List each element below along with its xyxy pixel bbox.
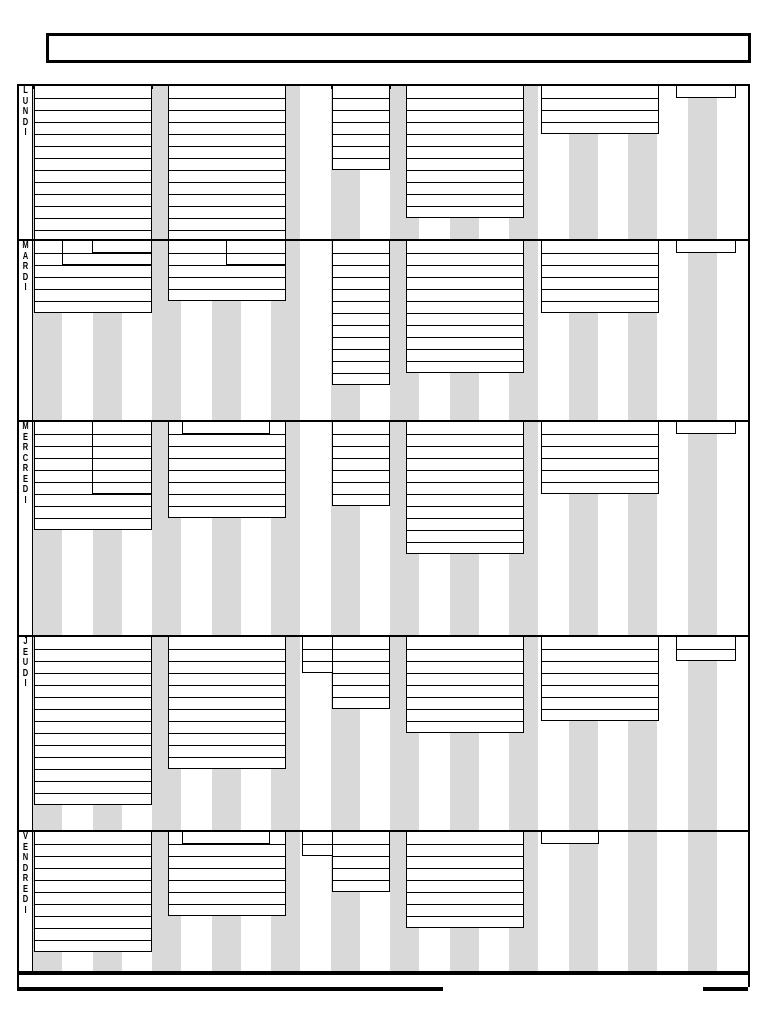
day-letter: C [22, 452, 29, 464]
schedule-slot[interactable] [406, 482, 524, 494]
schedule-slot[interactable] [34, 856, 152, 868]
day-band [19, 420, 748, 637]
day-letter: I [24, 678, 27, 689]
day-letter: E [22, 883, 28, 895]
schedule-slot[interactable] [92, 470, 152, 482]
schedule-slot[interactable] [541, 470, 659, 482]
schedule-slot[interactable] [34, 880, 152, 892]
schedule-slot[interactable] [541, 709, 659, 721]
schedule-slot[interactable] [332, 673, 390, 685]
schedule-slot[interactable] [406, 904, 524, 916]
day-letter: E [22, 473, 28, 485]
schedule-slot[interactable] [406, 649, 524, 661]
slot-column [34, 637, 152, 805]
schedule-slot[interactable] [406, 709, 524, 721]
schedule-slot[interactable] [34, 904, 152, 916]
schedule-slot[interactable] [406, 361, 524, 373]
schedule-slot[interactable] [34, 518, 152, 530]
schedule-slot[interactable] [541, 482, 659, 494]
day-letter: U [22, 95, 29, 107]
slot-column [541, 422, 659, 494]
schedule-slot[interactable] [406, 518, 524, 530]
schedule-slot[interactable] [406, 673, 524, 685]
schedule-slot[interactable] [34, 98, 152, 110]
day-letter: D [22, 667, 29, 679]
slot-column [676, 86, 736, 98]
schedule-slot[interactable] [34, 194, 152, 206]
schedule-slot[interactable] [34, 832, 152, 844]
schedule-slot[interactable] [406, 494, 524, 506]
day-letter: M [22, 421, 29, 432]
schedule-slot[interactable] [168, 110, 286, 122]
schedule-slot[interactable] [92, 446, 152, 458]
schedule-slot[interactable] [168, 506, 286, 518]
day-letter: U [22, 657, 29, 668]
schedule-slot[interactable] [332, 361, 390, 373]
schedule-slot[interactable] [332, 325, 390, 337]
schedule-slot[interactable] [406, 170, 524, 182]
day-letter: D [22, 116, 29, 128]
schedule-slot[interactable] [168, 86, 286, 98]
schedule-slot[interactable] [168, 721, 286, 733]
schedule-slot[interactable] [182, 422, 270, 434]
schedule-slot[interactable] [168, 904, 286, 916]
schedule-slot[interactable] [332, 434, 390, 446]
slot-column [676, 422, 736, 434]
footer-line-right [703, 987, 748, 991]
schedule-slot[interactable] [406, 194, 524, 206]
slot-column [182, 422, 270, 434]
schedule-slot[interactable] [541, 86, 659, 98]
schedule-slot[interactable] [168, 709, 286, 721]
schedule-slot[interactable] [406, 721, 524, 733]
day-band [19, 86, 748, 239]
schedule-slot[interactable] [406, 241, 524, 253]
schedule-slot[interactable] [332, 649, 390, 661]
day-band [19, 830, 748, 975]
schedule-slot[interactable] [406, 470, 524, 482]
schedule-slot[interactable] [168, 434, 286, 446]
schedule-slot[interactable] [34, 781, 152, 793]
footer-box [17, 974, 750, 987]
schedule-slot[interactable] [541, 422, 659, 434]
schedule-slot[interactable] [34, 661, 152, 673]
schedule-slot[interactable] [406, 313, 524, 325]
schedule-slot[interactable] [406, 110, 524, 122]
schedule-slot[interactable] [406, 434, 524, 446]
schedule-slot[interactable] [34, 506, 152, 518]
schedule-slot[interactable] [406, 277, 524, 289]
schedule-slot[interactable] [34, 757, 152, 769]
schedule-slot[interactable] [406, 844, 524, 856]
slot-column [182, 832, 270, 844]
schedule-slot[interactable] [406, 661, 524, 673]
schedule-slot[interactable] [168, 892, 286, 904]
schedule-slot[interactable] [34, 685, 152, 697]
schedule-slot[interactable] [541, 301, 659, 313]
day-label [19, 86, 33, 239]
schedule-slot[interactable] [332, 637, 390, 649]
schedule-slot[interactable] [332, 337, 390, 349]
schedule-slot[interactable] [182, 832, 270, 844]
schedule-slot[interactable] [332, 265, 390, 277]
schedule-slot[interactable] [168, 757, 286, 769]
weekly-schedule-grid [17, 84, 750, 975]
schedule-slot[interactable] [541, 122, 659, 134]
schedule-slot[interactable] [332, 373, 390, 385]
slot-column [92, 422, 152, 494]
day-band [19, 239, 748, 422]
schedule-slot[interactable] [92, 458, 152, 470]
day-letter: R [22, 261, 29, 272]
slot-column [406, 241, 524, 373]
day-letter: J [23, 636, 28, 647]
schedule-slot[interactable] [226, 241, 286, 253]
schedule-slot[interactable] [34, 709, 152, 721]
day-letter: I [24, 127, 27, 138]
schedule-slot[interactable] [406, 146, 524, 158]
schedule-slot[interactable] [168, 880, 286, 892]
slot-column [541, 637, 659, 721]
day-letter: R [22, 873, 29, 884]
schedule-slot[interactable] [168, 182, 286, 194]
schedule-slot[interactable] [406, 916, 524, 928]
schedule-slot[interactable] [406, 422, 524, 434]
schedule-slot[interactable] [332, 146, 390, 158]
schedule-slot[interactable] [676, 241, 736, 253]
schedule-slot[interactable] [34, 301, 152, 313]
slot-column [406, 86, 524, 218]
schedule-slot[interactable] [406, 134, 524, 146]
schedule-slot[interactable] [406, 542, 524, 554]
schedule-slot[interactable] [541, 685, 659, 697]
schedule-slot[interactable] [168, 844, 286, 856]
day-letter: M [22, 240, 29, 251]
day-letter: N [22, 852, 29, 863]
slot-column [541, 241, 659, 313]
schedule-slot[interactable] [34, 940, 152, 952]
schedule-slot[interactable] [332, 122, 390, 134]
schedule-slot[interactable] [34, 158, 152, 170]
slot-column [541, 832, 599, 844]
schedule-slot[interactable] [406, 868, 524, 880]
schedule-slot[interactable] [168, 170, 286, 182]
schedule-slot[interactable] [34, 134, 152, 146]
day-letter: N [22, 106, 29, 117]
schedule-slot[interactable] [332, 241, 390, 253]
schedule-slot[interactable] [406, 892, 524, 904]
schedule-slot[interactable] [34, 697, 152, 709]
schedule-slot[interactable] [168, 206, 286, 218]
schedule-slot[interactable] [676, 86, 736, 98]
schedule-slot[interactable] [406, 98, 524, 110]
schedule-slot[interactable] [541, 637, 659, 649]
schedule-slot[interactable] [406, 880, 524, 892]
schedule-slot[interactable] [406, 122, 524, 134]
schedule-slot[interactable] [541, 697, 659, 709]
slot-column [332, 241, 390, 385]
day-band [19, 635, 748, 832]
schedule-slot[interactable] [332, 832, 390, 844]
schedule-slot[interactable] [406, 325, 524, 337]
day-label [19, 422, 33, 637]
schedule-slot[interactable] [332, 158, 390, 170]
schedule-slot[interactable] [406, 253, 524, 265]
schedule-slot[interactable] [62, 253, 152, 265]
schedule-slot[interactable] [676, 649, 736, 661]
schedule-slot[interactable] [406, 697, 524, 709]
schedule-slot[interactable] [332, 458, 390, 470]
schedule-slot[interactable] [34, 868, 152, 880]
schedule-slot[interactable] [541, 673, 659, 685]
schedule-slot[interactable] [406, 349, 524, 361]
schedule-slot[interactable] [92, 434, 152, 446]
schedule-slot[interactable] [541, 661, 659, 673]
schedule-slot[interactable] [34, 122, 152, 134]
schedule-slot[interactable] [34, 265, 152, 277]
schedule-slot[interactable] [168, 697, 286, 709]
schedule-slot[interactable] [332, 697, 390, 709]
day-letter: I [24, 494, 27, 506]
schedule-slot[interactable] [34, 86, 152, 98]
schedule-slot[interactable] [406, 856, 524, 868]
schedule-slot[interactable] [332, 868, 390, 880]
slot-column [34, 832, 152, 952]
schedule-slot[interactable] [34, 170, 152, 182]
schedule-slot[interactable] [332, 86, 390, 98]
day-letter: A [22, 250, 29, 262]
schedule-slot[interactable] [332, 685, 390, 697]
day-letter: R [22, 463, 29, 474]
schedule-slot[interactable] [406, 289, 524, 301]
schedule-slot[interactable] [34, 277, 152, 289]
day-letter: E [22, 646, 28, 658]
schedule-slot[interactable] [92, 422, 152, 434]
slot-column [406, 422, 524, 554]
schedule-slot[interactable] [332, 661, 390, 673]
schedule-slot[interactable] [676, 637, 736, 649]
schedule-slot[interactable] [332, 277, 390, 289]
schedule-slot[interactable] [34, 916, 152, 928]
schedule-slot[interactable] [332, 482, 390, 494]
day-letter: D [22, 862, 29, 874]
schedule-slot[interactable] [332, 301, 390, 313]
footer-line-left [17, 987, 443, 991]
day-letter: E [22, 841, 28, 853]
slot-column [676, 241, 736, 253]
schedule-slot[interactable] [168, 733, 286, 745]
schedule-slot[interactable] [168, 289, 286, 301]
schedule-slot[interactable] [332, 98, 390, 110]
schedule-slot[interactable] [168, 194, 286, 206]
schedule-slot[interactable] [541, 265, 659, 277]
schedule-slot[interactable] [34, 892, 152, 904]
schedule-slot[interactable] [34, 218, 152, 230]
day-letter: D [22, 894, 29, 905]
schedule-slot[interactable] [541, 446, 659, 458]
schedule-slot[interactable] [332, 253, 390, 265]
slot-column [332, 637, 390, 709]
schedule-slot[interactable] [168, 470, 286, 482]
schedule-slot[interactable] [332, 422, 390, 434]
schedule-slot[interactable] [168, 637, 286, 649]
schedule-slot[interactable] [332, 134, 390, 146]
day-letter: E [22, 431, 28, 443]
schedule-slot[interactable] [332, 880, 390, 892]
slot-column [332, 86, 390, 170]
schedule-slot[interactable] [332, 856, 390, 868]
schedule-slot[interactable] [168, 673, 286, 685]
slot-column [92, 241, 152, 253]
slot-column [168, 832, 286, 916]
schedule-slot[interactable] [332, 470, 390, 482]
schedule-slot[interactable] [168, 98, 286, 110]
schedule-slot[interactable] [168, 685, 286, 697]
schedule-slot[interactable] [406, 506, 524, 518]
day-letter: D [22, 484, 29, 495]
schedule-slot[interactable] [168, 856, 286, 868]
schedule-slot[interactable] [34, 745, 152, 757]
schedule-slot[interactable] [34, 673, 152, 685]
slot-column [406, 637, 524, 733]
schedule-slot[interactable] [168, 134, 286, 146]
schedule-slot[interactable] [226, 253, 286, 265]
slot-column [541, 86, 659, 134]
schedule-slot[interactable] [34, 721, 152, 733]
slot-column [168, 637, 286, 769]
schedule-slot[interactable] [332, 844, 390, 856]
schedule-slot[interactable] [406, 86, 524, 98]
schedule-slot[interactable] [541, 241, 659, 253]
schedule-slot[interactable] [34, 110, 152, 122]
schedule-slot[interactable] [34, 637, 152, 649]
schedule-slot[interactable] [34, 146, 152, 158]
schedule-slot[interactable] [541, 98, 659, 110]
schedule-slot[interactable] [406, 337, 524, 349]
schedule-slot[interactable] [541, 458, 659, 470]
schedule-slot[interactable] [406, 182, 524, 194]
day-label [19, 241, 33, 422]
schedule-slot[interactable] [168, 649, 286, 661]
schedule-slot[interactable] [406, 158, 524, 170]
day-letter: D [22, 271, 29, 283]
schedule-slot[interactable] [168, 446, 286, 458]
schedule-slot[interactable] [406, 832, 524, 844]
day-letter: L [23, 85, 28, 96]
schedule-slot[interactable] [168, 494, 286, 506]
schedule-slot[interactable] [676, 422, 736, 434]
schedule-slot[interactable] [168, 277, 286, 289]
schedule-slot[interactable] [406, 637, 524, 649]
schedule-slot[interactable] [168, 265, 286, 277]
schedule-slot[interactable] [332, 289, 390, 301]
schedule-slot[interactable] [168, 745, 286, 757]
schedule-slot[interactable] [332, 349, 390, 361]
schedule-slot[interactable] [34, 928, 152, 940]
slot-column [676, 637, 736, 661]
schedule-slot[interactable] [34, 844, 152, 856]
schedule-slot[interactable] [406, 265, 524, 277]
slot-column [332, 422, 390, 506]
schedule-slot[interactable] [34, 649, 152, 661]
schedule-slot[interactable] [168, 868, 286, 880]
slot-column [226, 241, 286, 265]
schedule-slot[interactable] [34, 793, 152, 805]
schedule-slot[interactable] [541, 289, 659, 301]
schedule-slot[interactable] [34, 769, 152, 781]
schedule-slot[interactable] [541, 110, 659, 122]
day-label [19, 637, 33, 832]
schedule-slot[interactable] [168, 482, 286, 494]
schedule-slot[interactable] [541, 832, 599, 844]
slot-column [168, 422, 286, 518]
day-letter: V [22, 831, 28, 842]
schedule-slot[interactable] [541, 277, 659, 289]
day-label [19, 832, 33, 975]
schedule-slot[interactable] [406, 530, 524, 542]
slot-column [406, 832, 524, 928]
day-letter: I [24, 904, 27, 916]
schedule-slot[interactable] [168, 146, 286, 158]
schedule-slot[interactable] [332, 313, 390, 325]
schedule-slot[interactable] [34, 182, 152, 194]
schedule-slot[interactable] [406, 458, 524, 470]
day-letter: R [22, 442, 29, 453]
schedule-slot[interactable] [406, 685, 524, 697]
schedule-slot[interactable] [168, 661, 286, 673]
schedule-slot[interactable] [541, 434, 659, 446]
schedule-slot[interactable] [92, 482, 152, 494]
schedule-slot[interactable] [168, 158, 286, 170]
schedule-slot[interactable] [168, 122, 286, 134]
schedule-slot[interactable] [406, 301, 524, 313]
schedule-slot[interactable] [406, 206, 524, 218]
schedule-slot[interactable] [34, 289, 152, 301]
page-title-box [46, 33, 751, 63]
schedule-slot[interactable] [34, 494, 152, 506]
slot-column [332, 832, 390, 892]
schedule-slot[interactable] [168, 218, 286, 230]
schedule-slot[interactable] [92, 241, 152, 253]
schedule-slot[interactable] [168, 458, 286, 470]
schedule-slot[interactable] [332, 446, 390, 458]
day-letter: I [24, 282, 27, 293]
schedule-slot[interactable] [332, 494, 390, 506]
schedule-slot[interactable] [541, 649, 659, 661]
schedule-slot[interactable] [34, 206, 152, 218]
schedule-slot[interactable] [541, 253, 659, 265]
schedule-slot[interactable] [406, 446, 524, 458]
schedule-slot[interactable] [34, 733, 152, 745]
schedule-slot[interactable] [332, 110, 390, 122]
